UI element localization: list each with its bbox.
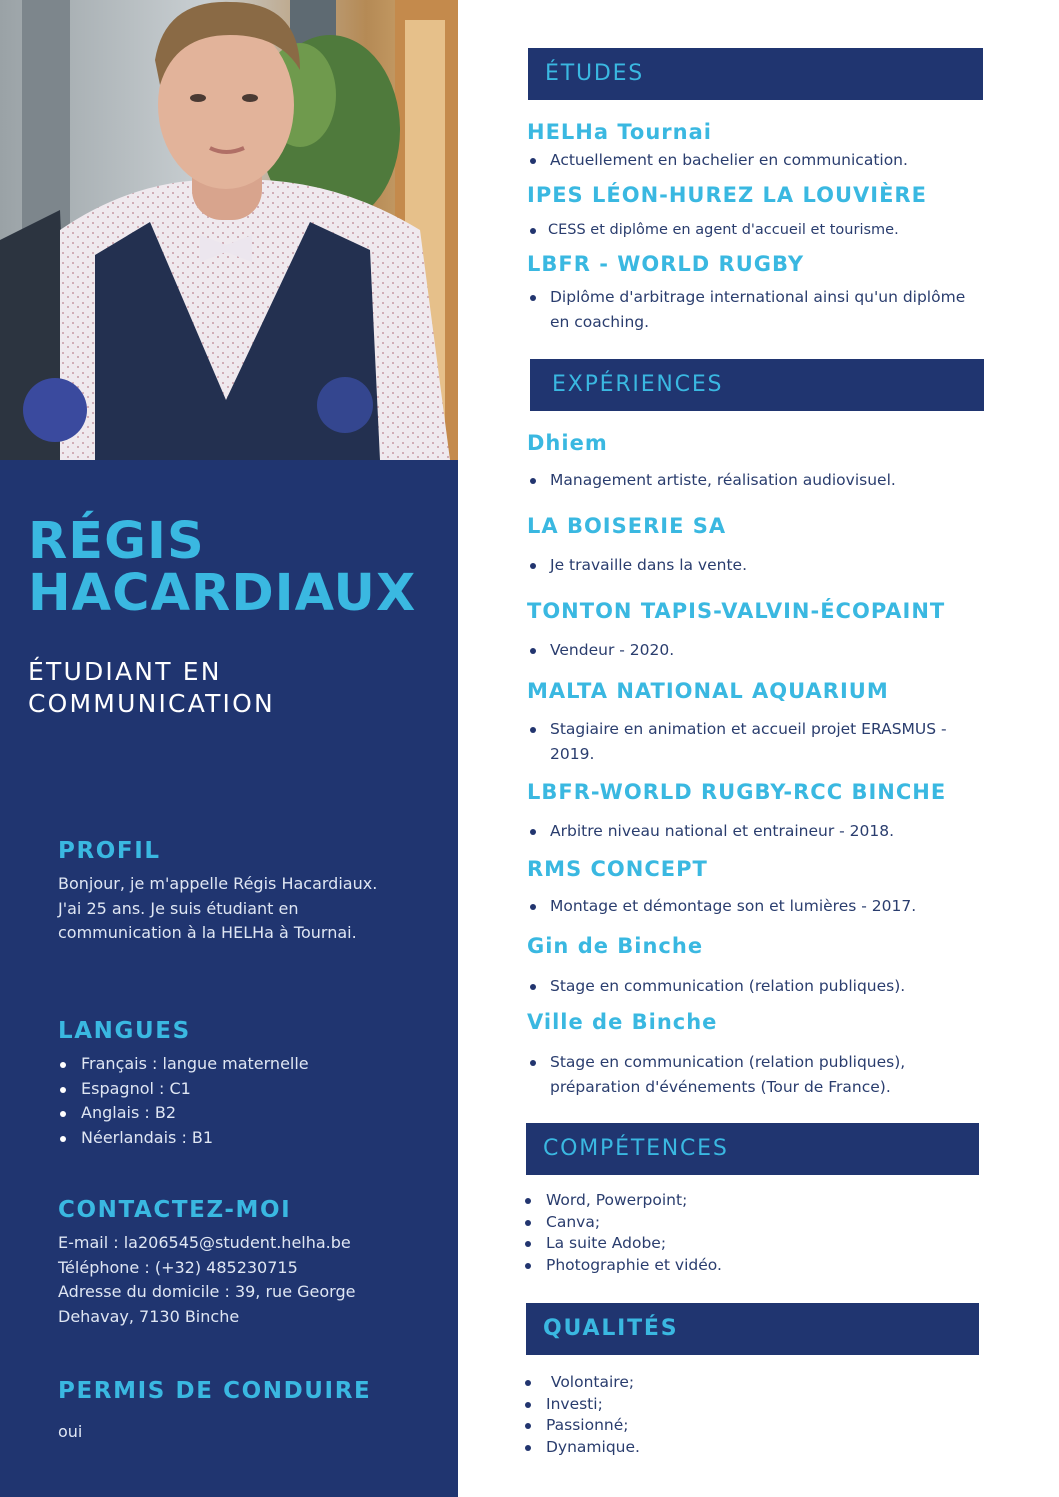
etudes-heading: ÉTUDES [545,61,645,86]
experience-detail-line: 2019. [550,745,595,763]
langue-item: Anglais : B2 [58,1101,309,1126]
langue-item: Français : langue maternelle [58,1052,309,1077]
qualite-item: Investi; [522,1394,640,1416]
permis-value: oui [58,1422,83,1441]
etude-detail: CESS et diplôme en agent d'accueil et tourisme. [527,218,987,243]
qualite-item: Dynamique. [522,1437,640,1459]
company-name: MALTA NATIONAL AQUARIUM [527,679,889,703]
contact-email: E-mail : la206545@student.helha.be [58,1233,351,1252]
sidebar [0,0,458,1497]
contact-address: Adresse du domicile : 39, rue George [58,1282,356,1302]
qualite-item: Volontaire; [522,1372,640,1394]
school-name: HELHa Tournai [527,120,712,144]
etude-detail: Actuellement en bachelier en communication. [527,148,987,173]
etudes-heading-bar [528,48,983,100]
experience-detail: Je travaille dans la vente. [527,553,987,578]
experience-detail-line: préparation d'événements (Tour de France). [550,1078,891,1096]
experience-detail [527,717,987,767]
profile-photo [0,0,458,460]
experiences-heading-bar [530,359,984,411]
competence-item: Canva; [522,1212,722,1234]
contact-details [58,1231,398,1330]
competence-item: Word, Powerpoint; [522,1190,722,1212]
competences-heading-bar [526,1123,979,1175]
experience-detail [527,1050,987,1100]
company-name: LBFR-WORLD RUGBY-RCC BINCHE [527,780,947,804]
competence-item: Photographie et vidéo. [522,1255,722,1277]
job-title-line-2: COMMUNICATION [28,689,275,718]
etude-detail-line: en coaching. [550,313,650,331]
langues-list [58,1052,309,1151]
contact-phone: Téléphone : (+32) 485230715 [58,1257,298,1277]
langue-item: Espagnol : C1 [58,1077,309,1102]
qualite-item: Passionné; [522,1415,640,1437]
profil-line: J'ai 25 ans. Je suis étudiant en [58,898,299,918]
first-name: RÉGIS [28,512,205,571]
job-title-line-1: ÉTUDIANT EN [28,657,222,686]
school-name: LBFR - WORLD RUGBY [527,252,805,276]
experiences-heading: EXPÉRIENCES [552,372,724,397]
company-name: Gin de Binche [527,934,704,958]
company-name: TONTON TAPIS-VALVIN-ÉCOPAINT [527,599,946,623]
experience-detail: Management artiste, réalisation audiovisuel. [527,468,987,493]
competence-item: La suite Adobe; [522,1233,722,1255]
company-name: LA BOISERIE SA [527,514,727,538]
etude-detail [527,285,987,335]
profil-line: Bonjour, je m'appelle Régis Hacardiaux. [58,874,378,893]
competences-heading: COMPÉTENCES [543,1136,729,1161]
experience-detail-line: Stage en communication (relation publiques), [550,1053,906,1071]
experience-detail: Montage et démontage son et lumières - 2017. [527,894,987,919]
contact-heading: CONTACTEZ-MOI [58,1197,292,1223]
company-name: Dhiem [527,431,608,455]
qualites-heading: QUALITÉS [543,1316,679,1341]
experience-detail: Vendeur - 2020. [527,638,987,663]
contact-address: Dehavay, 7130 Binche [58,1307,240,1327]
experience-detail: Stage en communication (relation publiques). [527,974,987,999]
profil-heading: PROFIL [58,838,161,864]
permis-heading: PERMIS DE CONDUIRE [58,1378,372,1404]
company-name: RMS CONCEPT [527,857,708,881]
etude-detail-line: Diplôme d'arbitrage international ainsi qu'un diplôme [550,288,966,306]
qualites-list [522,1372,640,1458]
last-name: HACARDIAUX [28,564,417,623]
experience-detail-line: Stagiaire en animation et accueil projet ERASMUS - [550,720,947,738]
langue-item: Néerlandais : B1 [58,1126,309,1151]
competences-list [522,1190,722,1276]
experience-detail: Arbitre niveau national et entraineur - 2018. [527,819,987,844]
company-name: Ville de Binche [527,1010,718,1034]
profil-text [58,872,398,946]
langues-heading: LANGUES [58,1018,191,1044]
job-title [28,656,428,720]
candidate-name [28,512,417,623]
profil-line: communication à la HELHa à Tournai. [58,923,357,943]
school-name: IPES LÉON-HUREZ LA LOUVIÈRE [527,183,927,207]
qualites-heading-bar [526,1303,979,1355]
